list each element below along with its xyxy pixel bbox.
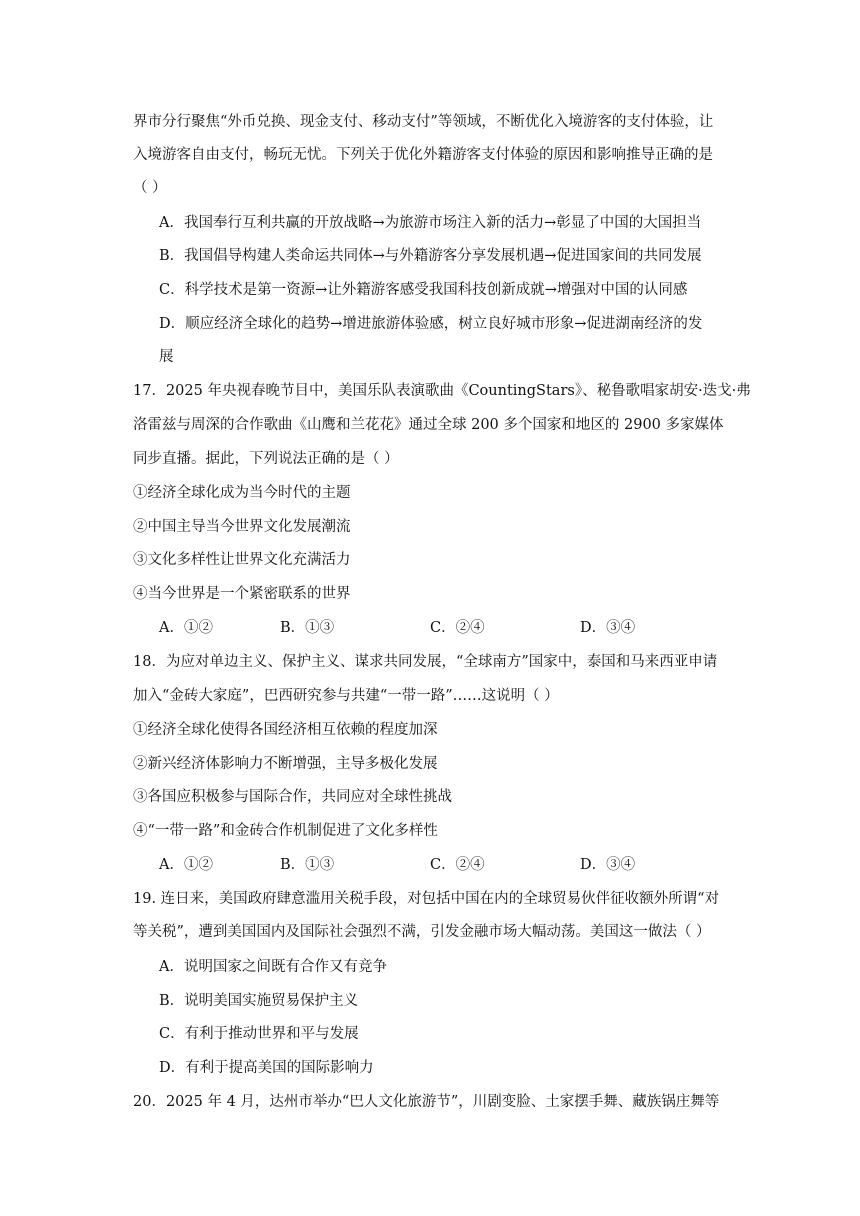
q17-choice-d: D．③④ bbox=[580, 620, 636, 636]
q16-stem-line-1: 界市分行聚焦“外币兑换、现金支付、移动支付”等领域，不断优化入境游客的支付体验，让 bbox=[133, 114, 714, 130]
q18-choice-b: B．①③ bbox=[280, 857, 335, 873]
q17-stem-line-1: 17．2025 年央视春晚节目中，美国乐队表演歌曲《CountingStars》、秘鲁歌唱家胡安·迭戈·弗 bbox=[133, 383, 751, 399]
q16-option-d-cont: 展 bbox=[159, 349, 174, 365]
q20-stem-line-1: 20．2025 年 4 月，达州市举办“巴人文化旅游节”，川剧变脸、土家摆手舞、藏族锅庄舞等 bbox=[133, 1094, 720, 1110]
q16-stem-line-3: （ ） bbox=[133, 180, 167, 196]
q18-statement-4: ④“一带一路”和金砖合作机制促进了文化多样性 bbox=[133, 823, 438, 839]
q19-stem-line-2: 等关税”，遭到美国国内及国际社会强烈不满，引发金融市场大幅动荡。美国这一做法（ ） bbox=[133, 924, 711, 940]
q17-choice-c: C．②④ bbox=[430, 620, 485, 636]
q18-stem-line-2: 加入“金砖大家庭”，巴西研究参与共建“一带一路”……这说明（ ） bbox=[133, 688, 559, 704]
q17-statement-1: ①经济全球化成为当今时代的主题 bbox=[133, 485, 351, 501]
q19-option-c: C．有利于推动世界和平与发展 bbox=[159, 1026, 359, 1042]
q18-statement-1: ①经济全球化使得各国经济相互依赖的程度加深 bbox=[133, 722, 438, 738]
q16-option-a: A．我国奉行互利共赢的开放战略→为旅游市场注入新的活力→彰显了中国的大国担当 bbox=[159, 215, 702, 231]
q18-stem-line-1: 18．为应对单边主义、保护主义、谋求共同发展，“全球南方”国家中，泰国和马来西亚申请 bbox=[133, 654, 718, 670]
q18-statement-2: ②新兴经济体影响力不断增强，主导多极化发展 bbox=[133, 756, 438, 772]
q17-statement-2: ②中国主导当今世界文化发展潮流 bbox=[133, 519, 351, 535]
q19-option-b: B．说明美国实施贸易保护主义 bbox=[159, 993, 359, 1009]
q17-choice-b: B．①③ bbox=[280, 620, 335, 636]
q19-stem-line-1: 19. 连日来，美国政府肆意滥用关税手段，对包括中国在内的全球贸易伙伴征收额外所谓“对 bbox=[133, 891, 720, 907]
q17-choice-a: A．①② bbox=[159, 620, 213, 636]
q18-choice-c: C．②④ bbox=[430, 857, 485, 873]
q16-stem-line-2: 入境游客自由支付，畅玩无忧。下列关于优化外籍游客支付体验的原因和影响推导正确的是 bbox=[133, 147, 713, 163]
q17-statement-4: ④当今世界是一个紧密联系的世界 bbox=[133, 586, 351, 602]
q16-option-d: D．顺应经济全球化的趋势→增进旅游体验感，树立良好城市形象→促进湖南经济的发 bbox=[159, 316, 703, 332]
q16-option-c: C．科学技术是第一资源→让外籍游客感受我国科技创新成就→增强对中国的认同感 bbox=[159, 282, 688, 298]
q18-choice-d: D．③④ bbox=[580, 857, 636, 873]
q16-option-b: B．我国倡导构建人类命运共同体→与外籍游客分享发展机遇→促进国家间的共同发展 bbox=[159, 248, 702, 264]
q19-option-d: D．有利于提高美国的国际影响力 bbox=[159, 1060, 374, 1076]
q18-choice-a: A．①② bbox=[159, 857, 213, 873]
q18-statement-3: ③各国应积极参与国际合作，共同应对全球性挑战 bbox=[133, 789, 452, 805]
q19-option-a: A．说明国家之间既有合作又有竞争 bbox=[159, 959, 387, 975]
q17-statement-3: ③文化多样性让世界文化充满活力 bbox=[133, 552, 351, 568]
q17-stem-line-2: 洛雷兹与周深的合作歌曲《山鹰和兰花花》通过全球 200 多个国家和地区的 2900 多家媒体 bbox=[133, 417, 724, 433]
q17-stem-line-3: 同步直播。据此，下列说法正确的是（ ） bbox=[133, 451, 399, 467]
